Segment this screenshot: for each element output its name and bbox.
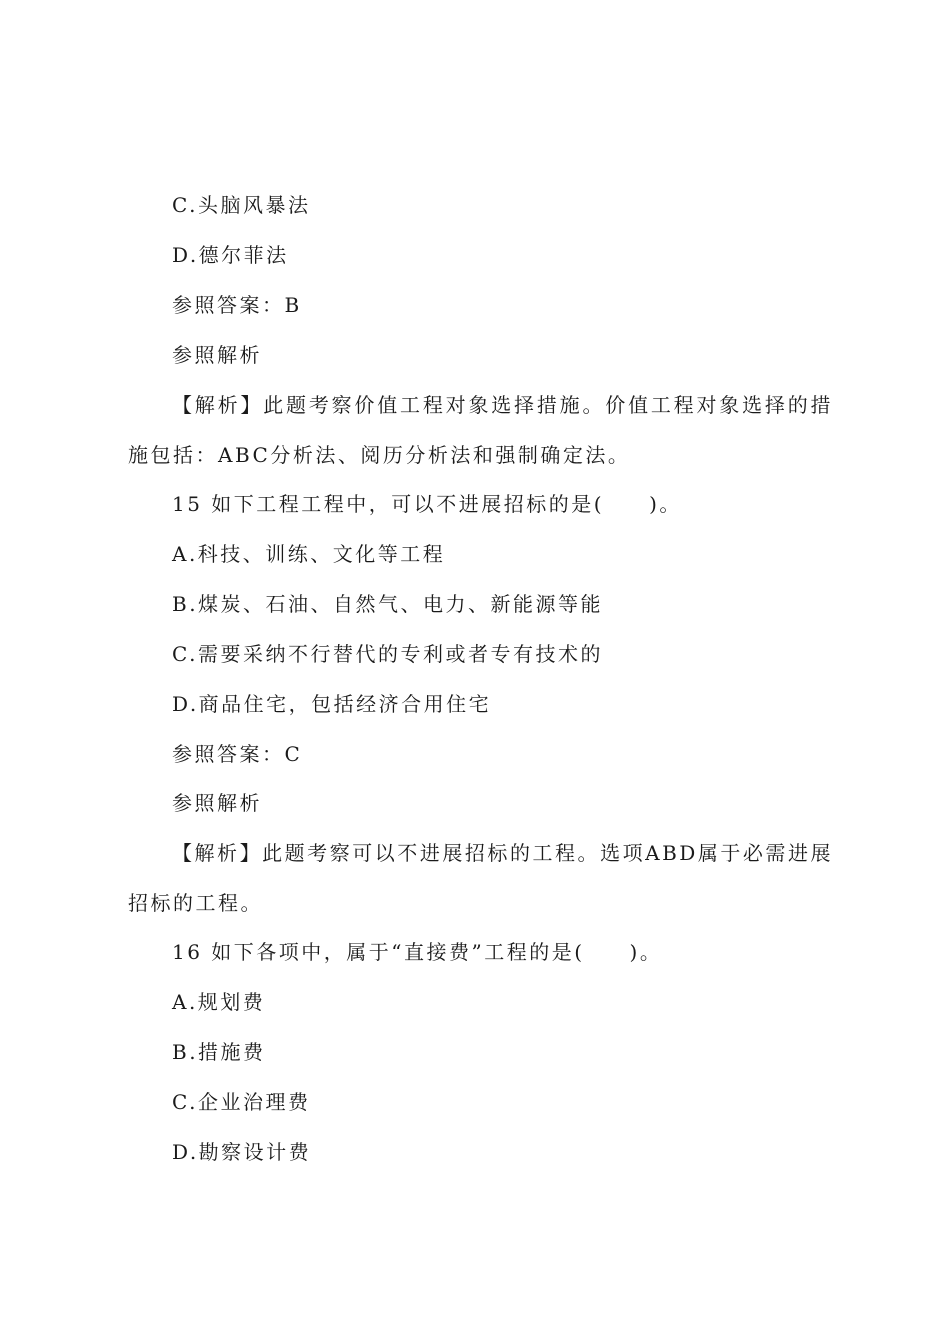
q14-analysis-heading: 参照解析 [172,343,262,367]
q16-option-c: C.企业治理费 [172,1090,311,1114]
q15-analysis: 【解析】此题考察可以不进展招标的工程。选项ABD属于必需进展招标的工程。 [128,841,833,915]
q16-option-d: D.勘察设计费 [172,1140,312,1164]
q15-option-c: C.需要采纳不行替代的专利或者专有技术的 [172,642,603,666]
q15-option-d: D.商品住宅，包括经济合用住宅 [172,692,492,716]
q15-question: 15 如下工程工程中，可以不进展招标的是( )。 [172,492,682,516]
q15-option-a: A.科技、训练、文化等工程 [172,542,446,566]
q16-option-a: A.规划费 [172,990,266,1014]
q14-analysis: 【解析】此题考察价值工程对象选择措施。价值工程对象选择的措施包括：ABC分析法、阅历分析法和强制确定法。 [128,393,833,467]
q14-answer: 参照答案：B [172,293,302,317]
q14-option-c: C.头脑风暴法 [172,193,311,217]
q16-option-b: B.措施费 [172,1040,266,1064]
q16-question: 16 如下各项中，属于“直接费”工程的是( )。 [172,940,663,964]
q15-analysis-heading: 参照解析 [172,791,262,815]
q15-answer: 参照答案：C [172,742,303,766]
q14-option-d: D.德尔菲法 [172,243,289,267]
q15-option-b: B.煤炭、石油、自然气、电力、新能源等能 [172,592,604,616]
